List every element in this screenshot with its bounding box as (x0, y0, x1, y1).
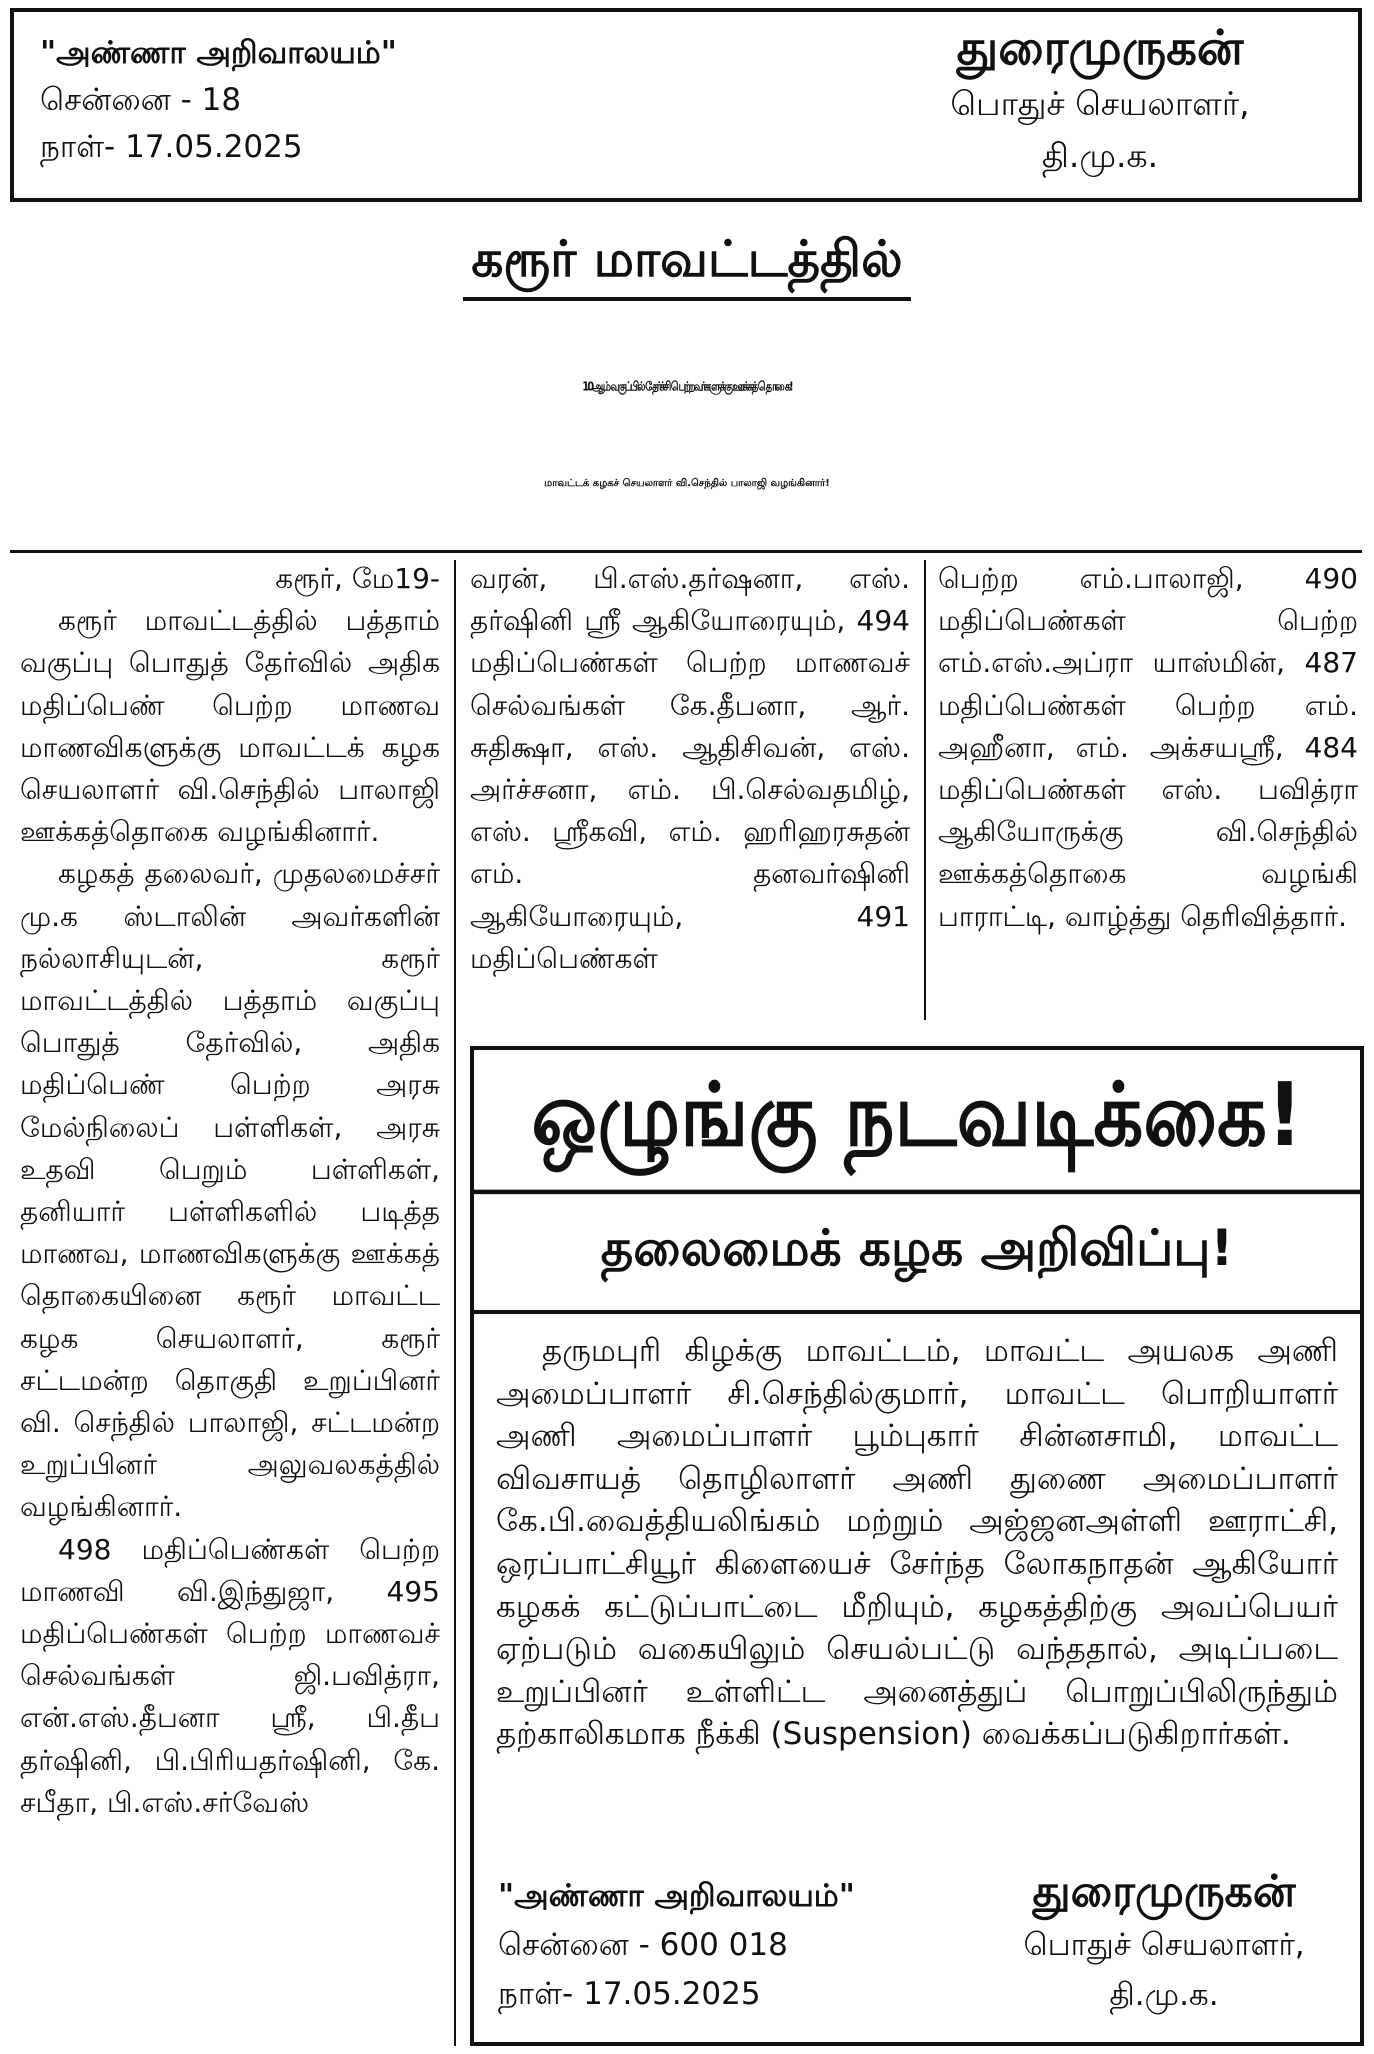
notice-subtitle: தலைமைக் கழக அறிவிப்பு! (474, 1198, 1360, 1314)
notice-city: சென்னை - 600 018 (498, 1927, 788, 1963)
notice-signatory-role: பொதுச் செயலாளர், (1023, 1927, 1305, 1963)
notice-title: ஒழுங்கு நடவடிக்கை! (474, 1042, 1360, 1194)
notice-date: நாள்- 17.05.2025 (498, 1976, 761, 2012)
notice-body (496, 1330, 1338, 1756)
article-subhead: மாவட்டக் கழகச் செயலாளர் வி.செந்தில் பாலாஜி வழங்கினார்! (544, 478, 830, 489)
article-column-2 (470, 558, 910, 980)
article-kicker (0, 230, 1374, 301)
article-kicker-text: கரூர் மாவட்டத்தில் (463, 230, 910, 301)
article-paragraph-1: கரூர் மாவட்டத்தில் பத்தாம் வகுப்பு பொதுத் தேர்வில் அதிக மதிப்பெண் பெற்ற மாணவ மாணவிகளுக்கு மாவட்டக் கழக செயலாளர் வி.செந்தில் பாலாஜி ஊக்கத்தொகை வழங்கினார். (20, 604, 440, 849)
headline-divider (10, 550, 1362, 553)
article-paragraph-2: கழகத் தலைவர், முதலமைச்சர் மு.க ஸ்டாலின் அவர்களின் நல்லாசியுடன், கரூர் மாவட்டத்தில் பத்தாம் வகுப்பு பொதுத் தேர்வில், அதிக மதிப்பெண் பெற்ற அரசு மேல்நிலைப் பள்ளிகள், அரசு உதவி பெறும் பள்ளிகள், தனியார் பள்ளிகளில் படித்த மாணவ, மாணவிகளுக்கு ஊக்கத் தொகையினை கரூர் மாவட்ட கழக செயலாளர், கரூர் சட்டமன்ற தொகுதி உறுப்பினர் வி. செந்தில் பாலாஜி, சட்டமன்ற உறுப்பினர் அலுவலகத்தில் வழங்கினார். (20, 857, 440, 1524)
signatory-party: தி.மு.க. (1041, 136, 1159, 175)
column-divider-1 (454, 560, 456, 2046)
letterhead-org: "அண்ணா அறிவாலயம்" (40, 35, 397, 71)
letterhead-signatory (900, 18, 1300, 182)
letterhead-city: சென்னை - 18 (40, 82, 242, 118)
notice-address (498, 1872, 855, 2019)
notice-box (470, 1046, 1364, 2046)
signatory-name: துரைமுருகன் (956, 20, 1244, 76)
letterhead-box (10, 8, 1362, 202)
article-column-1 (20, 558, 440, 1824)
article-dateline: கரூர், மே19- (275, 562, 440, 595)
letterhead-date: நாள்- 17.05.2025 (40, 129, 303, 165)
article-column-2-text: வரன், பி.எஸ்.தர்ஷனா, எஸ். தர்ஷினி ஸ்ரீ ஆகியோரையும், 494 மதிப்பெண்கள் பெற்ற மாணவச் செல்வங்கள் கே.தீபனா, ஆர். சுதிக்ஷா, எஸ். ஆதிசிவன், எஸ். அர்ச்சனா, எம். பி.செல்வதமிழ், எஸ். ஸ்ரீகவி, எம். ஹரிஹரசுதன் எம். தனவர்ஷினி ஆகியோரையும், 491 மதிப்பெண்கள் (470, 562, 910, 975)
notice-signatory-name: துரைமுருகன் (1032, 1866, 1296, 1917)
notice-signatory-party: தி.மு.க. (1109, 1977, 1219, 2013)
article-column-3-text: பெற்ற எம்.பாலாஜி, 490 மதிப்பெண்கள் பெற்ற எம்.எஸ்.அப்ரா யாஸ்மின், 487 மதிப்பெண்கள் பெற்ற எம். அஹீனா, எம். அக்சயஸ்ரீ, 484 மதிப்பெண்கள் எஸ். பவித்ரா ஆகியோருக்கு வி.செந்தில் ஊக்கத்தொகை வழங்கி பாராட்டி, வாழ்த்து தெரிவித்தார். (938, 562, 1358, 933)
article-paragraph-3: 498 மதிப்பெண்கள் பெற்ற மாணவி வி.இந்துஜா, 495 மதிப்பெண்கள் பெற்ற மாணவச் செல்வங்கள் ஜி.பவித்ரா, என்.எஸ்.தீபனா ஸ்ரீ, பி.தீப தர்ஷினி, பி.பிரியதர்ஷினி, கே. சபீதா, பி.எஸ்.சர்வேஸ் (20, 1532, 440, 1819)
notice-signatory (994, 1864, 1334, 2020)
notice-org: "அண்ணா அறிவாலயம்" (498, 1878, 855, 1914)
letterhead-address (40, 30, 397, 171)
signatory-role: பொதுச் செயலாளர், (950, 84, 1250, 123)
column-divider-2 (924, 560, 926, 1020)
article-headline: 10ஆம் வகுப்பில் தேர்ச்சி பெற்றவர்களுக்கு ஊக்கத் தொகை! (582, 380, 792, 395)
article-column-3 (938, 558, 1358, 938)
notice-body-text: தருமபுரி கிழக்கு மாவட்டம், மாவட்ட அயலக அணி அமைப்பாளர் சி.செந்தில்குமார், மாவட்ட பொறியாளர் அணி அமைப்பாளர் பூம்புகார் சின்னசாமி, மாவட்ட விவசாயத் தொழிலாளர் அணி துணை அமைப்பாளர் கே.பி.வைத்தியலிங்கம் மற்றும் அஜ்ஜனஅள்ளி ஊராட்சி, ஒரப்பாட்சியூர் கிளையைச் சேர்ந்த லோகநாதன் ஆகியோர் கழகக் கட்டுப்பாட்டை மீறியும், கழகத்திற்கு அவப்பெயர் ஏற்படும் வகையிலும் செயல்பட்டு வந்ததால், அடிப்படை உறுப்பினர் உள்ளிட்ட அனைத்துப் பொறுப்பிலிருந்தும் தற்காலிகமாக நீக்கி (Suspension) வைக்கப்படுகிறார்கள். (496, 1333, 1338, 1753)
